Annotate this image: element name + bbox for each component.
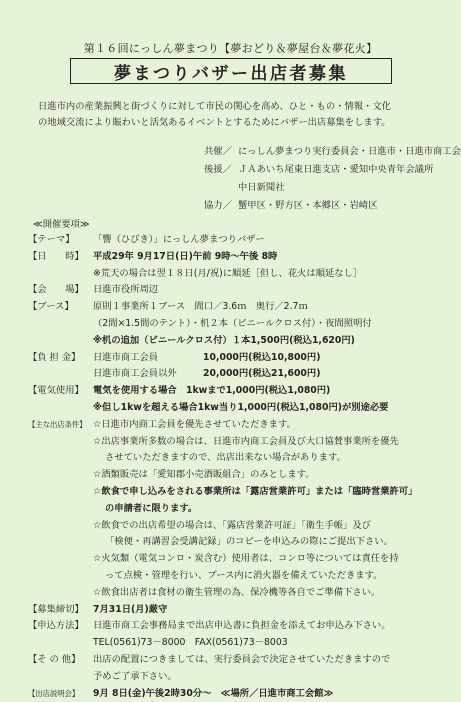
organizer-row bbox=[204, 143, 460, 161]
req-line: 9月 8日(金)午後2時30分～ ≪場所／日進市商工会館≫ bbox=[93, 687, 334, 699]
section-title: ≪開催要項≫ bbox=[33, 219, 90, 230]
req-line: ※机の追加（ビニールクロス付）１本1,500円(税込1,620円) bbox=[93, 334, 355, 346]
req-theme bbox=[28, 232, 458, 249]
req-line: 出店の配置につきましては、実行委員会で決定させていただきますので bbox=[93, 653, 391, 665]
req-label: 【募集締切】 bbox=[28, 603, 84, 615]
organizer-row bbox=[204, 197, 460, 215]
req-label: 【会 場】 bbox=[28, 284, 84, 296]
req-label: 【負 担 金】 bbox=[28, 351, 81, 363]
req-application bbox=[28, 618, 458, 652]
req-line: させていただきますので、出店出来ない場合があります。 bbox=[105, 452, 346, 464]
event-subtitle: 第１６回にっしん夢まつり【夢おどり＆夢屋台＆夢花火】 bbox=[83, 42, 378, 55]
req-label: 【テーマ】 bbox=[28, 234, 75, 245]
req-line: って点検・管理を行い、ブース内に消火器を備えていただきます。 bbox=[105, 569, 383, 581]
intro-line: 日進市内の産業振興と街づくりに対して市民の関心を高め、ひと・もの・情報・文化 bbox=[38, 101, 391, 112]
req-line: 日進市役所周辺 bbox=[93, 284, 159, 296]
req-label: 【そ の 他】 bbox=[28, 653, 81, 665]
req-line: 「響（ひびき）」にっしん夢まつりバザー bbox=[93, 234, 265, 245]
fee-amount: 20,000円(税込21,600円) bbox=[203, 368, 321, 380]
fee-row bbox=[93, 350, 458, 367]
req-line: ※但し1kwを超える場合1kw当り1,000円(税込1,080円)が別途必要 bbox=[93, 401, 389, 413]
req-line: ☆火気類（電気コンロ・炭含む）使用者は、コンロ等については責任を持 bbox=[93, 553, 399, 565]
fee-member-type: 日進市商工会員以外 bbox=[93, 368, 177, 380]
req-line: ☆飲食で申し込みをされる事業所は「露店営業許可」または「臨時営業許可」 bbox=[93, 485, 418, 497]
req-line: 7月31日(月)厳守 bbox=[93, 603, 168, 615]
fee-row bbox=[93, 366, 458, 383]
fee-member-type: 日進市商工会員 bbox=[93, 351, 159, 363]
req-line: TEL(0561)73－8000 FAX(0561)73－8003 bbox=[93, 637, 288, 649]
organizer-row bbox=[204, 161, 460, 179]
req-line: ☆酒類販売は「愛知郡小売酒販組合」のみとします。 bbox=[93, 469, 315, 481]
req-label: 【申込方法】 bbox=[28, 620, 84, 632]
req-deadline bbox=[28, 602, 458, 619]
req-line: 平成29年 9月17日(日)午前 9時～午後 8時 bbox=[93, 250, 278, 262]
req-line: 原則１事業所１ブース 間口／3.6ｍ 奥行／2.7ｍ bbox=[93, 301, 308, 313]
fee-amount: 10,000円(税込10,800円) bbox=[203, 351, 321, 363]
req-line: 電気を使用する場合 1kwまで1,000円(税込1,080円) bbox=[93, 385, 331, 397]
intro-line: の地域交流により賑わいと活気あるイベントとするためにバザー出店募集をします。 bbox=[38, 117, 391, 128]
intro-text bbox=[38, 99, 453, 131]
req-line: ☆出店事業所多数の場合は、日進市内商工会員及び大口協賛事業所を優先 bbox=[93, 435, 399, 447]
page-title: 夢まつりバザー出店者募集 bbox=[70, 58, 392, 84]
req-briefing bbox=[28, 686, 458, 702]
req-line: ☆飲食出店者は食材の衛生管理の為、保冷機等各自でご準備下さい。 bbox=[93, 586, 381, 598]
req-label: 【主な出店条件】 bbox=[28, 419, 87, 429]
organizer-value: 蟹甲区・野方区・本郷区・岩崎区 bbox=[238, 200, 378, 211]
requirements-list bbox=[28, 232, 458, 702]
req-line: ☆日進市内商工会員を優先させていただきます。 bbox=[93, 418, 296, 430]
req-electricity bbox=[28, 383, 458, 417]
req-label: 【電気使用】 bbox=[28, 385, 84, 397]
req-line: （2間×1.5間のテント）・机２本（ビニールクロス付）・夜間照明付 bbox=[93, 317, 372, 329]
organizer-label bbox=[204, 179, 238, 197]
req-line: の申請者に限ります。 bbox=[105, 502, 198, 514]
organizer-label: 協力／ bbox=[204, 200, 232, 211]
req-line: 「検便・再講習会受講記録」のコピーを申込みの際にご提出下さい。 bbox=[105, 536, 393, 548]
req-booth bbox=[28, 299, 458, 349]
organizer-value: ＪＡあいち尾東日進支店・愛知中央青年会議所 bbox=[238, 164, 434, 175]
req-label: 【出店説明会】 bbox=[28, 688, 80, 698]
organizer-label: 共催／ bbox=[204, 146, 232, 157]
organizer-value: 中日新聞社 bbox=[238, 182, 285, 193]
req-fee bbox=[28, 350, 458, 384]
req-label: 【ブース】 bbox=[28, 301, 74, 313]
organizers-block bbox=[204, 143, 460, 215]
req-line: ☆飲食での出店希望の場合は、「露店営業許可証」「衛生手帳」及び bbox=[93, 519, 371, 531]
req-line: 予めご了承下さい。 bbox=[93, 670, 177, 682]
organizer-label: 後援／ bbox=[204, 164, 232, 175]
req-line: ※荒天の場合は翌１８日(月/祝)に順延［但し、花火は順延なし］ bbox=[93, 267, 363, 279]
organizer-row bbox=[204, 179, 460, 197]
req-other bbox=[28, 652, 458, 686]
req-conditions bbox=[28, 417, 458, 602]
req-venue bbox=[28, 282, 458, 299]
req-label: 【日 時】 bbox=[28, 250, 84, 262]
req-line: 日進市商工会事務局まで出店申込書に負担金を添えてお申込み下さい。 bbox=[93, 620, 391, 632]
req-datetime bbox=[28, 249, 458, 283]
organizer-value: にっしん夢まつり実行委員会・日進市・日進市商工会 bbox=[238, 146, 461, 157]
